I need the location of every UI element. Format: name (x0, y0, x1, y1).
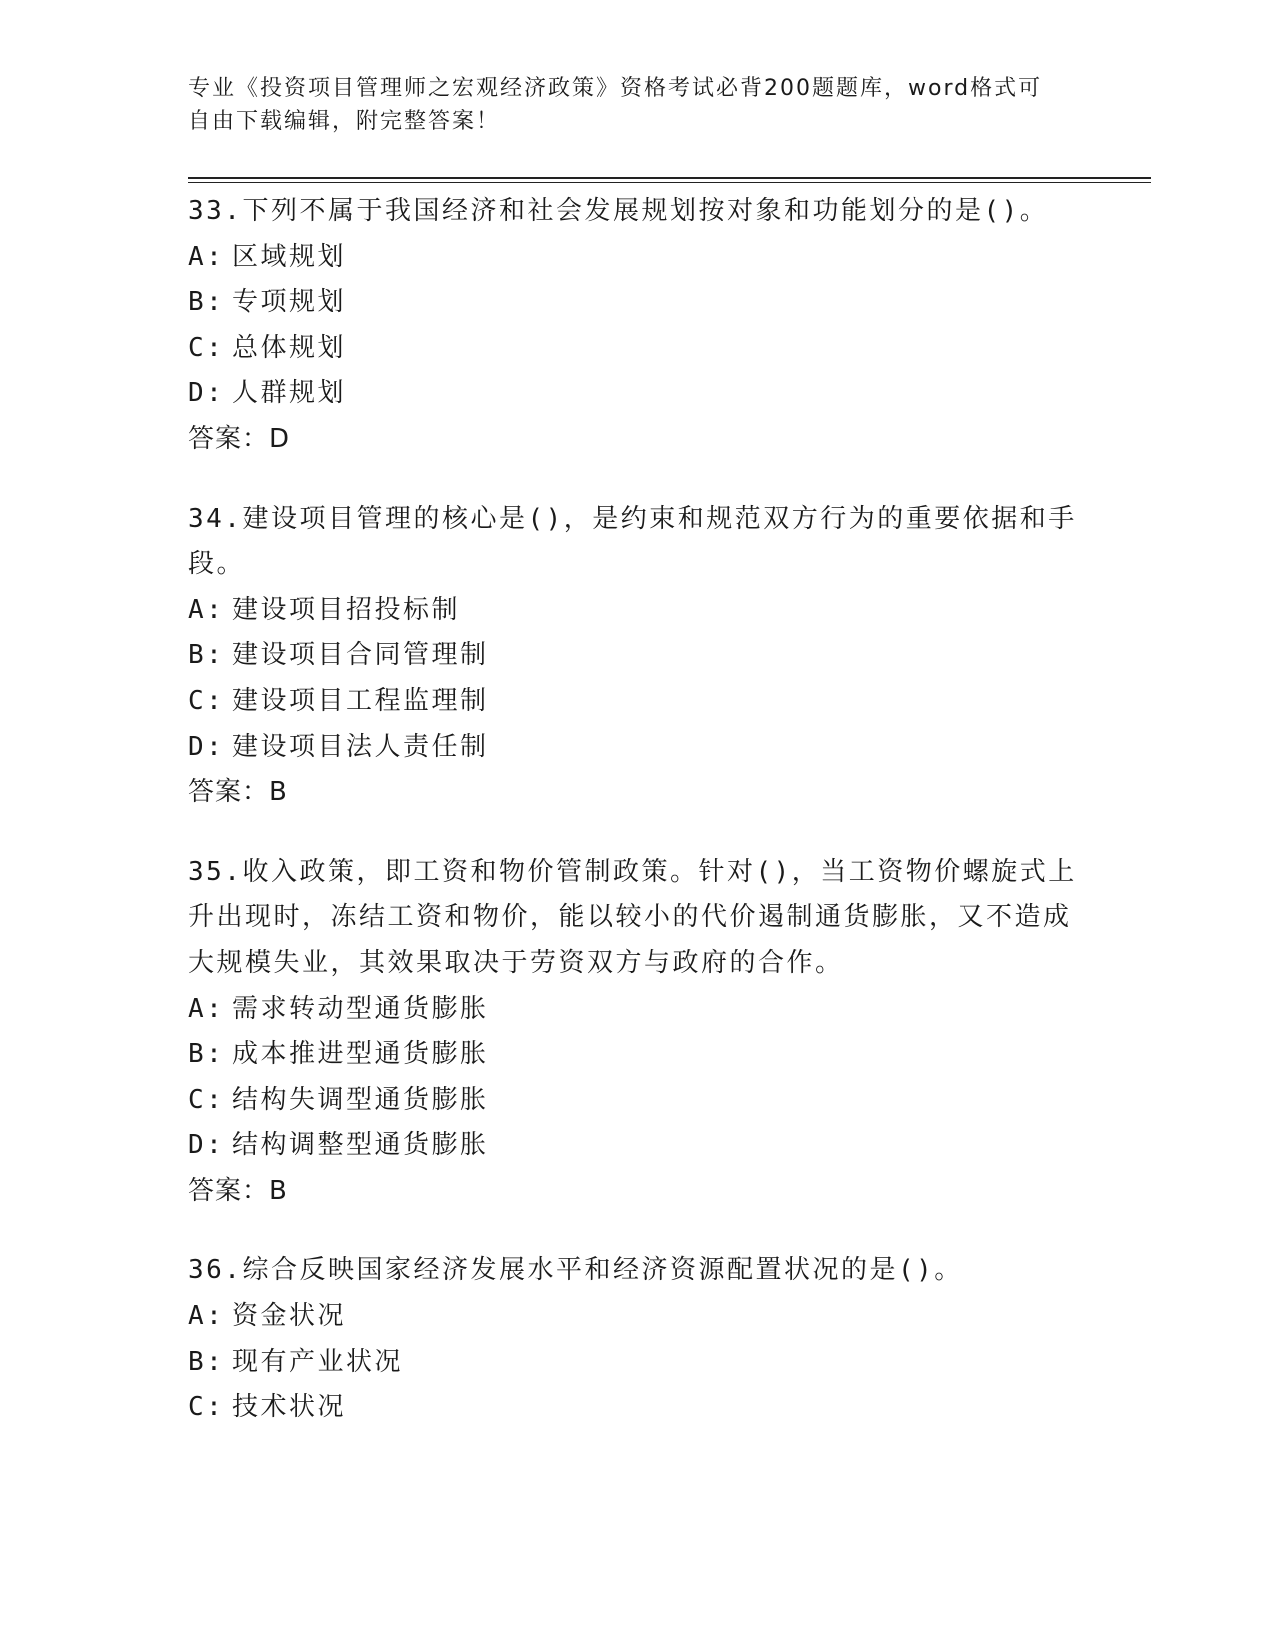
header-title-line-1: 专业《投资项目管理师之宏观经济政策》资格考试必背200题题库，word格式可 (188, 76, 1043, 101)
question-stem: 36.综合反映国家经济发展水平和经济资源配置状况的是()。 (188, 1255, 963, 1286)
question-stem: 35.收入政策，即工资和物价管制政策。针对()，当工资物价螺旋式上升出现时，冻结工资和物价，能以较小的代价遏制通货膨胀，又不造成大规模失业，其效果取决于劳资双方与政府的合作。 (188, 856, 1077, 978)
option-key: A: (188, 993, 225, 1024)
answer-option (188, 1340, 1088, 1386)
option-key: A: (188, 241, 225, 272)
answer-option (188, 326, 1088, 372)
option-text: 现有产业状况 (232, 1346, 404, 1377)
answer-option (188, 1294, 1088, 1340)
header-title-line-2: 自由下载编辑，附完整答案！ (188, 109, 501, 134)
option-text: 资金状况 (232, 1301, 347, 1332)
option-key: B: (188, 287, 225, 318)
answer-option (188, 1032, 1088, 1078)
answer-option (188, 679, 1088, 725)
question-stem: 34.建设项目管理的核心是()，是约束和规范双方行为的重要依据和手段。 (188, 503, 1077, 580)
answer-option (188, 280, 1088, 326)
question-block (188, 189, 1088, 463)
option-text: 建设项目招投标制 (232, 594, 461, 625)
option-text: 区域规划 (232, 241, 347, 272)
answer-option (188, 633, 1088, 679)
option-key: D: (188, 378, 225, 409)
option-text: 成本推进型通货膨胀 (232, 1039, 489, 1070)
option-text: 结构调整型通货膨胀 (232, 1130, 489, 1161)
answer-option (188, 1385, 1088, 1431)
option-text: 总体规划 (232, 332, 347, 363)
answer-line: 答案：D (188, 423, 291, 454)
answer-line: 答案：B (188, 1175, 288, 1206)
option-key: D: (188, 731, 225, 762)
question-block (188, 850, 1088, 1215)
option-text: 结构失调型通货膨胀 (232, 1084, 489, 1115)
option-key: B: (188, 1346, 225, 1377)
question-block (188, 1248, 1088, 1430)
option-text: 人群规划 (232, 378, 347, 409)
answer-option (188, 235, 1088, 281)
answer-option (188, 725, 1088, 771)
header-divider (188, 177, 1151, 179)
option-key: C: (188, 332, 225, 363)
option-text: 专项规划 (232, 287, 347, 318)
answer-option (188, 1123, 1088, 1169)
option-key: B: (188, 640, 225, 671)
option-text: 建设项目合同管理制 (232, 640, 489, 671)
option-text: 技术状况 (232, 1392, 347, 1423)
option-key: A: (188, 594, 225, 625)
option-key: C: (188, 685, 225, 716)
question-stem: 33.下列不属于我国经济和社会发展规划按对象和功能划分的是()。 (188, 196, 1049, 226)
question-block (188, 497, 1088, 816)
option-text: 需求转动型通货膨胀 (232, 993, 489, 1024)
option-key: C: (188, 1392, 225, 1423)
question-list (188, 189, 1088, 1465)
answer-option (188, 371, 1088, 417)
answer-option (188, 987, 1088, 1033)
document-header (188, 72, 1088, 138)
answer-line: 答案：B (188, 777, 288, 808)
answer-option (188, 1078, 1088, 1124)
option-text: 建设项目法人责任制 (232, 731, 489, 762)
header-divider-thin (188, 182, 1151, 183)
answer-option (188, 588, 1088, 634)
option-key: D: (188, 1130, 225, 1161)
option-key: C: (188, 1084, 225, 1115)
option-text: 建设项目工程监理制 (232, 685, 489, 716)
option-key: A: (188, 1301, 225, 1332)
option-key: B: (188, 1039, 225, 1070)
